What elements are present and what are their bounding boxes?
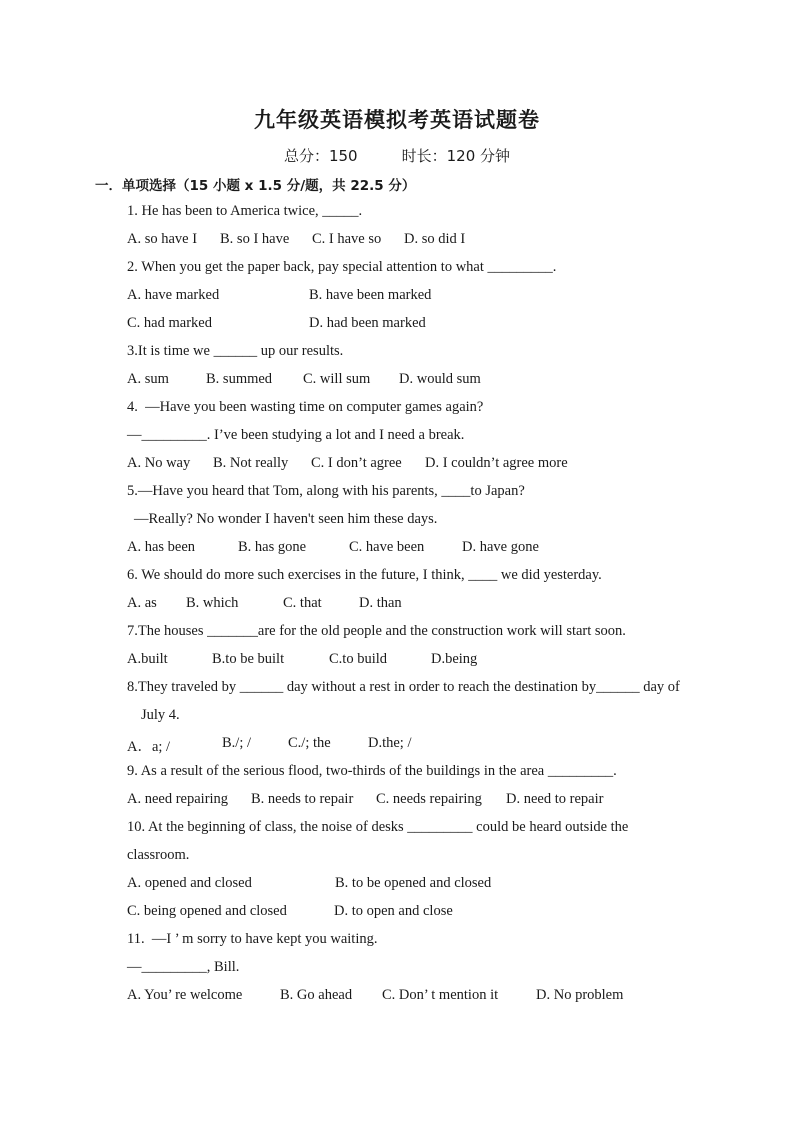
option-d: D. had been marked [309, 315, 426, 331]
question-stem: 10. At the beginning of class, the noise of desks _________ could be heard outside the [127, 819, 629, 835]
question-stem: 1. He has been to America twice, _____. [127, 203, 363, 219]
option-c: C.to build [329, 651, 388, 667]
option-b: B. summed [206, 371, 273, 387]
option-a: A.built [127, 651, 168, 667]
duration: 时长：120 分钟 [401, 147, 511, 165]
option-c: C. needs repairing [376, 791, 482, 807]
question-stem: 3.It is time we ______ up our results. [127, 343, 344, 359]
option-d: D. need to repair [506, 791, 604, 807]
option-c: C./; the [288, 735, 331, 751]
option-c: C. that [283, 595, 322, 611]
option-d: D. would sum [399, 371, 481, 387]
option-a: A. need repairing [127, 791, 229, 807]
option-c: C. had marked [127, 315, 212, 331]
question-stem: 11. —I ’ m sorry to have kept you waiting. [127, 931, 378, 947]
option-a: A. No way [127, 455, 191, 471]
option-a: A. so have I [127, 231, 198, 247]
option-c: C. Don’ t mention it [382, 987, 499, 1003]
option-d: D. I couldn’t agree more [425, 455, 568, 471]
question-stem-cont: July 4. [141, 707, 180, 723]
question-stem: 8.They traveled by ______ day without a rest in order to reach the destination by______ day of [127, 679, 680, 695]
question-stem: 5.—Have you heard that Tom, along with his parents, ____to Japan? [127, 483, 525, 499]
option-d: D. No problem [536, 987, 624, 1003]
option-a: A. as [127, 595, 157, 611]
option-b: B. Go ahead [280, 987, 353, 1003]
option-a: A. opened and closed [127, 875, 252, 891]
question-stem: 4. —Have you been wasting time on computer games again? [127, 399, 484, 415]
option-c: C. I have so [312, 231, 382, 247]
question-stem-cont: —_________, Bill. [127, 959, 240, 975]
option-b: B. needs to repair [251, 791, 354, 807]
question-stem: 2. When you get the paper back, pay special attention to what _________. [127, 259, 557, 275]
option-d: D.the; / [368, 735, 412, 751]
total-score: 总分：150 [283, 147, 358, 165]
question-stem-cont: —Really? No wonder I haven't seen him these days. [134, 511, 438, 527]
option-c: C. will sum [303, 371, 371, 387]
option-a: A．a; / [127, 739, 171, 755]
question-stem: 6. We should do more such exercises in the future, I think, ____ we did yesterday. [127, 567, 602, 583]
option-d: D.being [431, 651, 478, 667]
option-row [127, 987, 624, 1089]
option-d: D. so did I [404, 231, 466, 247]
option-d: D. to open and close [334, 903, 453, 919]
section-title: 一．单项选择（15 小题 x 1.5 分/题，共 22.5 分） [95, 178, 416, 194]
option-b: B. Not really [213, 455, 289, 471]
option-c: C. I don’t agree [311, 455, 402, 471]
question-stem: 9. As a result of the serious flood, two-thirds of the buildings in the area _________. [127, 763, 617, 779]
option-c: C. have been [349, 539, 425, 555]
question-stem-cont: classroom. [127, 847, 190, 863]
option-b: B. to be opened and closed [335, 875, 492, 891]
option-b: B. so I have [220, 231, 290, 247]
exam-meta [0, 145, 794, 166]
option-c: C. being opened and closed [127, 903, 287, 919]
option-b: B. have been marked [309, 287, 432, 303]
question-stem-cont: —_________. I’ve been studying a lot and I need a break. [127, 427, 465, 443]
question-stem: 7.The houses _______are for the old people and the construction work will start soon. [127, 623, 626, 639]
option-a: A. You’ re welcome [127, 987, 243, 1003]
option-a: A. have marked [127, 287, 220, 303]
option-d: D. than [359, 595, 402, 611]
option-d: D. have gone [462, 539, 539, 555]
option-a: A. has been [127, 539, 196, 555]
page-title: 九年级英语模拟考英语试题卷 [254, 108, 540, 132]
option-b: B. which [186, 595, 239, 611]
option-b: B.to be built [212, 651, 285, 667]
option-b: B. has gone [238, 539, 307, 555]
option-a: A. sum [127, 371, 169, 387]
option-b: B./; / [222, 735, 252, 751]
